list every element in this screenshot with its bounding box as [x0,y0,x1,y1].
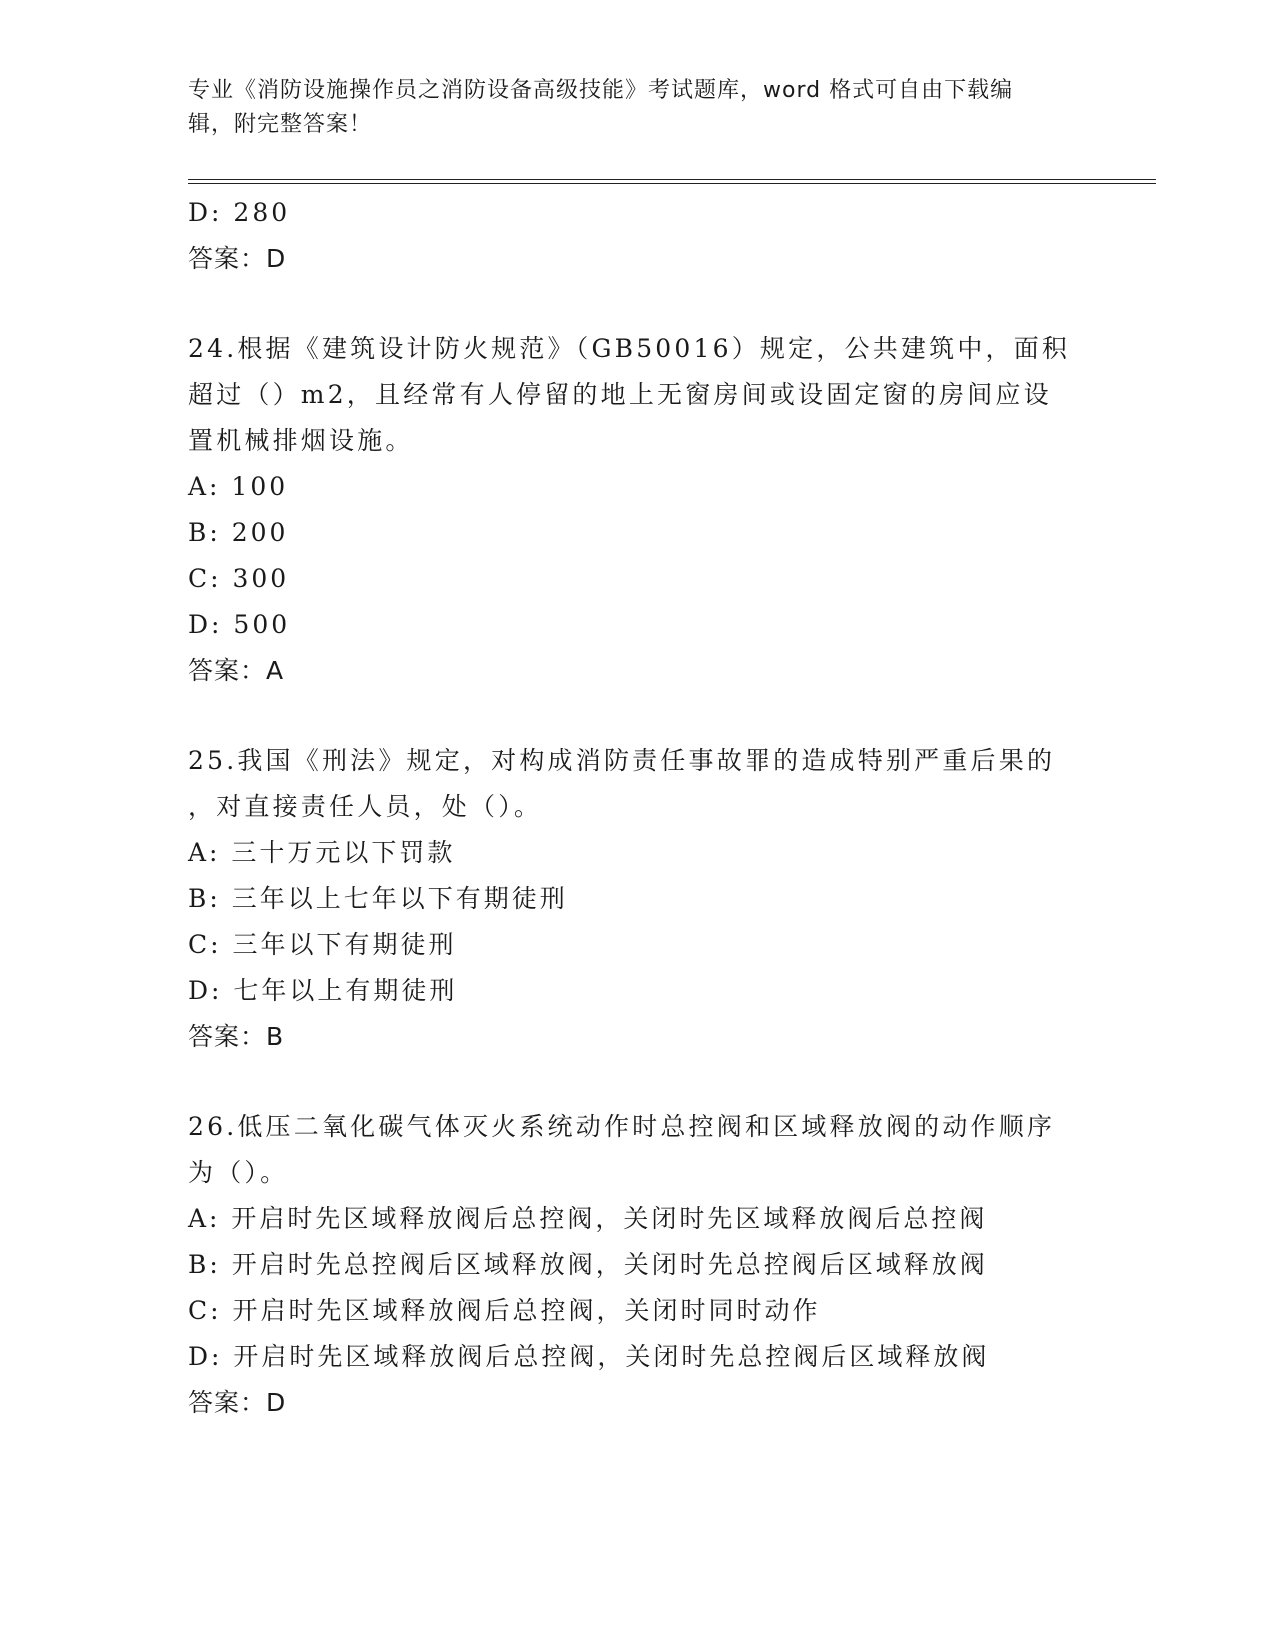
option-b: B: 200 [188,518,289,547]
question-text-line: 25.我国《刑法》规定，对构成消防责任事故罪的造成特别严重后果的 [188,746,1056,775]
question-text-line: 超过（）m2，且经常有人停留的地上无窗房间或设固定窗的房间应设 [188,380,1052,409]
question-text-line: 26.低压二氧化碳气体灭火系统动作时总控阀和区域释放阀的动作顺序 [188,1112,1056,1141]
option-d: D: 500 [188,610,291,639]
option-a: A: 100 [188,472,289,501]
spacer [188,1060,1088,1104]
option-d: D: 开启时先区域释放阀后总控阀，关闭时先总控阀后区域释放阀 [188,1342,990,1371]
page-header [188,74,1068,142]
answer-line: 答案：A [188,656,285,685]
question-24 [188,326,1088,694]
question-26 [188,1104,1088,1426]
question-25 [188,738,1088,1060]
answer-line: 答案：D [188,244,287,273]
question-text-line: 置机械排烟设施。 [188,426,414,455]
spacer [188,694,1088,738]
previous-question-tail [188,190,1088,282]
option-d: D: 280 [188,198,291,227]
option-c: C: 三年以下有期徒刑 [188,930,457,959]
question-text-line: ，对直接责任人员，处（）。 [188,792,543,821]
option-b: B: 三年以上七年以下有期徒刑 [188,884,568,913]
answer-line: 答案：B [188,1022,285,1051]
header-divider-top [188,179,1156,180]
question-text-line: 24.根据《建筑设计防火规范》（GB50016）规定，公共建筑中，面积 [188,334,1071,363]
question-text-line: 为（）。 [188,1158,289,1187]
header-divider-bottom [188,183,1156,184]
header-line-1: 专业《消防设施操作员之消防设备高级技能》考试题库，word 格式可自由下载编 [188,78,1014,103]
option-c: C: 开启时先区域释放阀后总控阀，关闭时同时动作 [188,1296,821,1325]
option-c: C: 300 [188,564,290,593]
answer-line: 答案：D [188,1388,287,1417]
spacer [188,282,1088,326]
question-list [188,190,1088,1426]
option-b: B: 开启时先总控阀后区域释放阀，关闭时先总控阀后区域释放阀 [188,1250,988,1279]
option-a: A: 三十万元以下罚款 [188,838,456,867]
option-a: A: 开启时先区域释放阀后总控阀，关闭时先区域释放阀后总控阀 [188,1204,988,1233]
option-d: D: 七年以上有期徒刑 [188,976,458,1005]
header-line-2: 辑，附完整答案！ [188,112,373,137]
